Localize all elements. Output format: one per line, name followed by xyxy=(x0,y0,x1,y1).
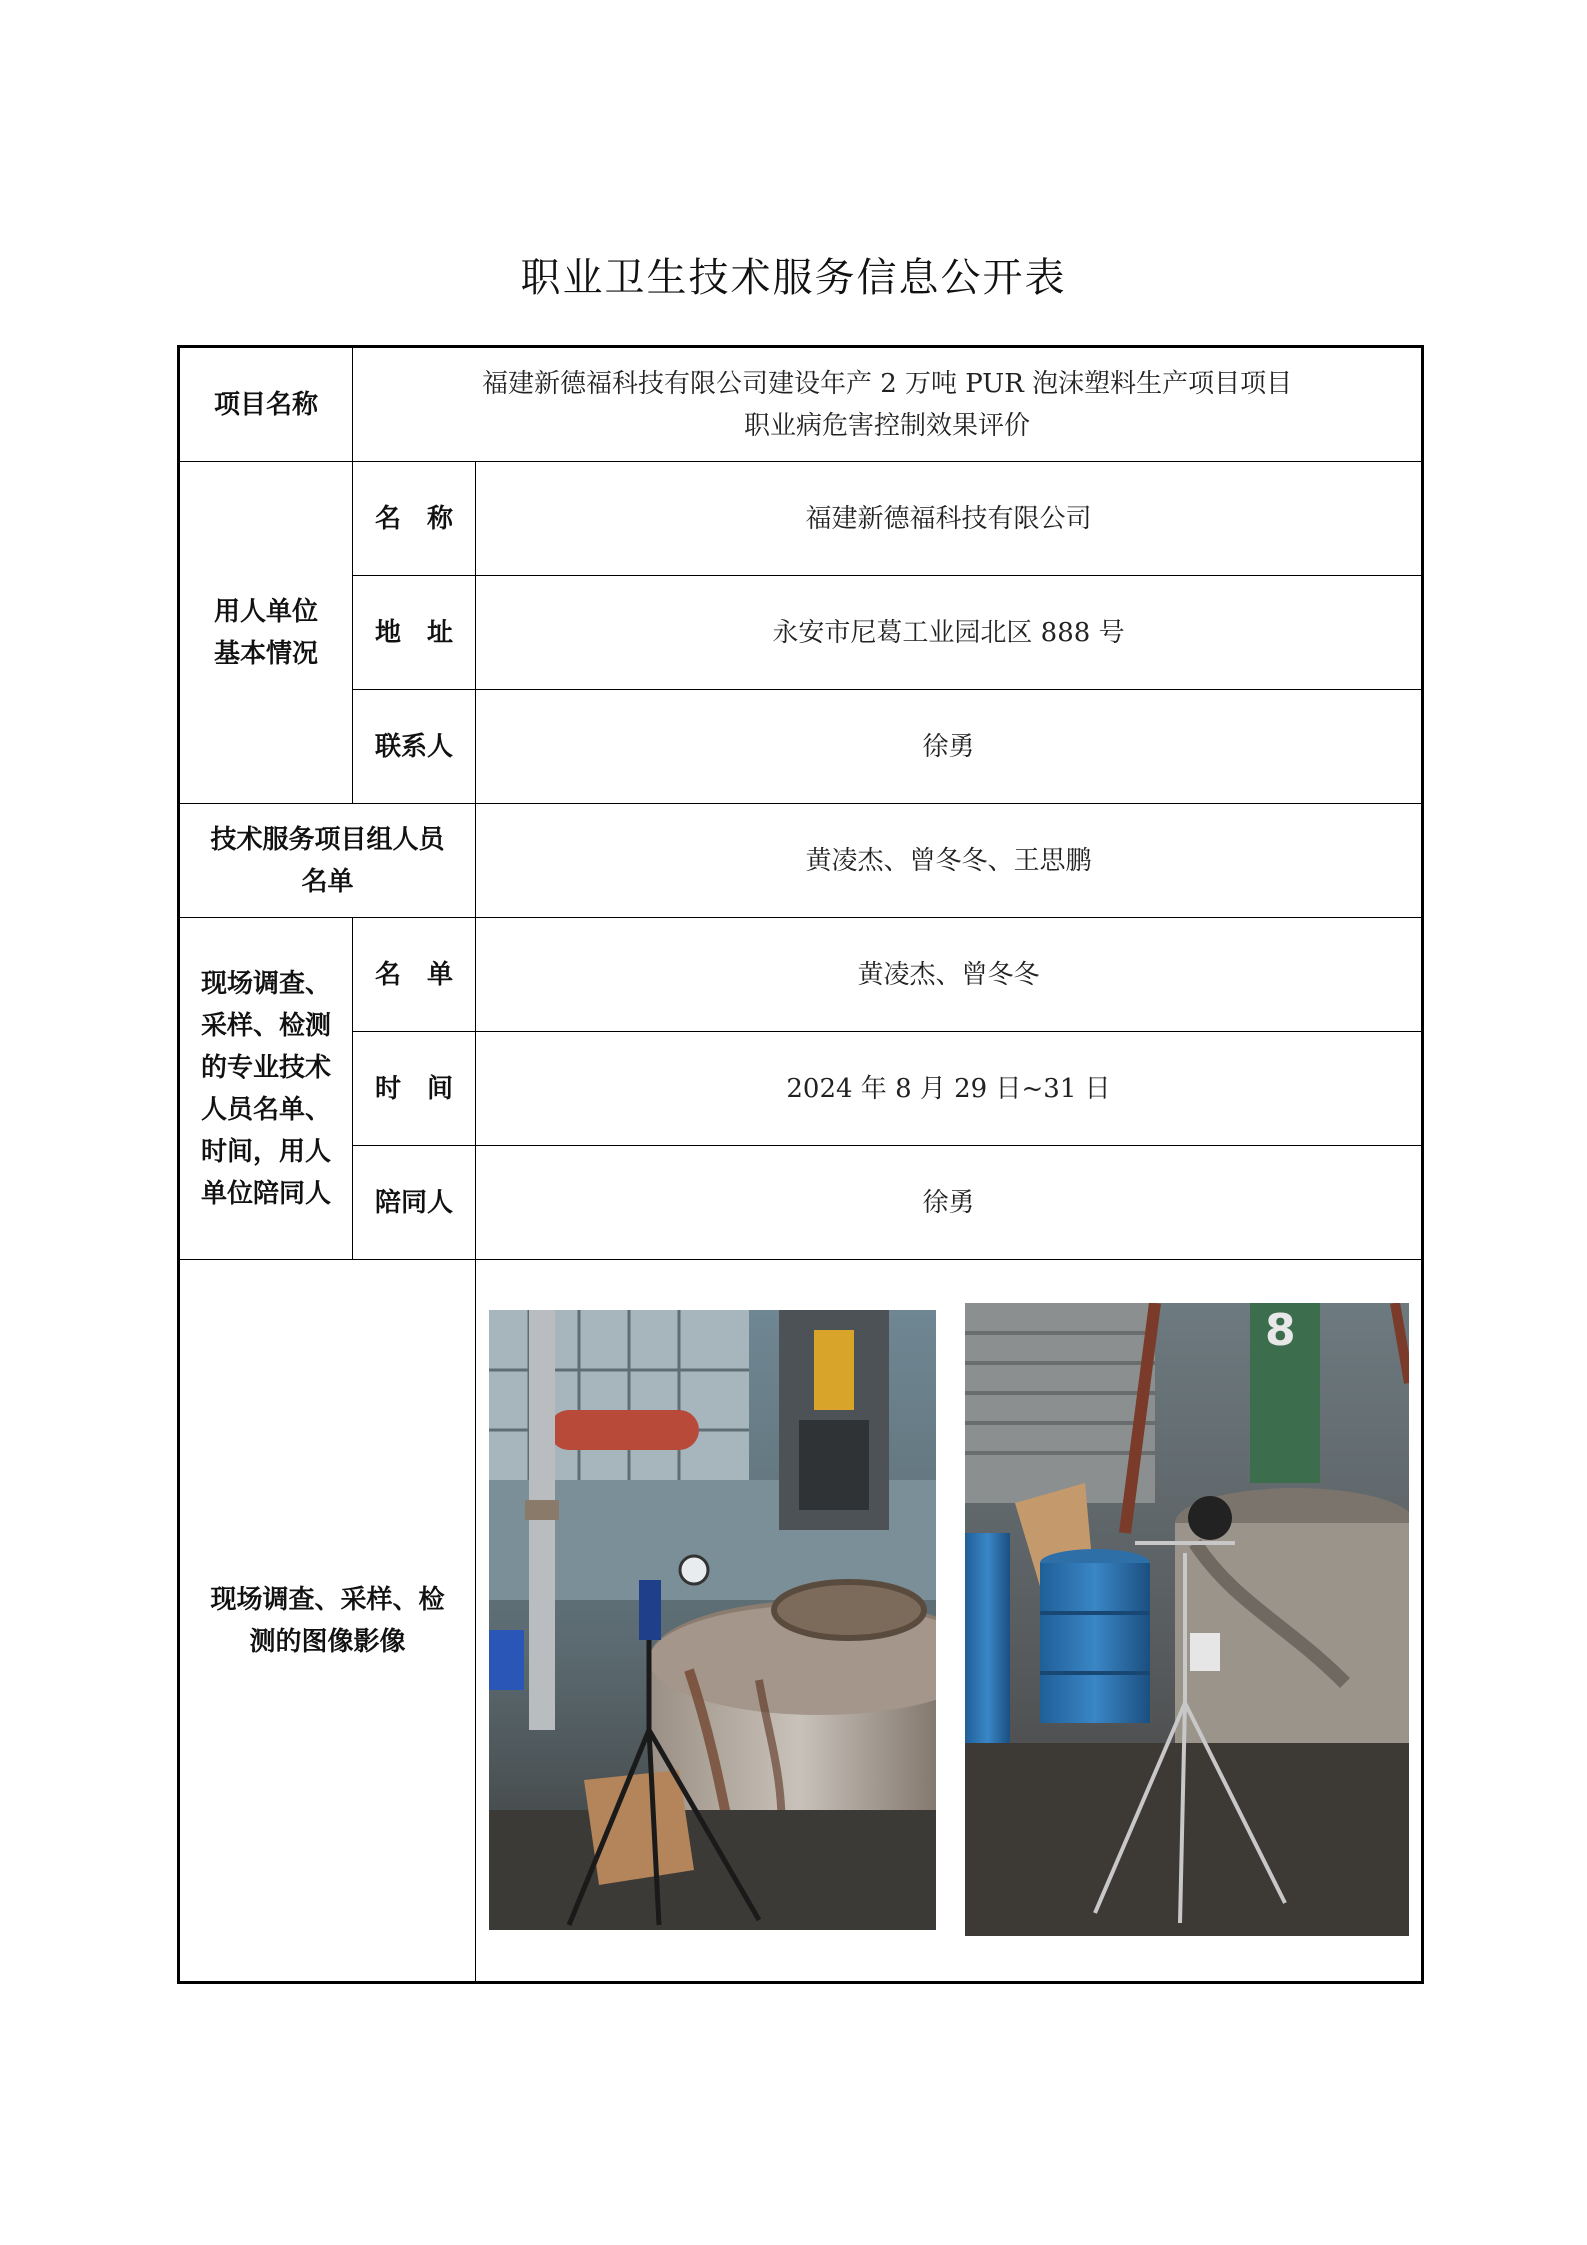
table-row xyxy=(179,1032,1423,1146)
info-table xyxy=(177,345,1424,1984)
site-photo-2-image xyxy=(965,1303,1409,1936)
survey-label-line: 人员名单、 xyxy=(200,1094,331,1125)
time-value: 2024 年 8 月 29 日~31 日 xyxy=(476,1032,1423,1146)
contact-label: 联系人 xyxy=(353,690,476,804)
team-value: 黄凌杰、曾冬冬、王思鹏 xyxy=(476,804,1423,918)
table-row xyxy=(179,576,1423,690)
contact-value: 徐勇 xyxy=(476,690,1423,804)
project-label: 项目名称 xyxy=(179,347,353,462)
survey-label xyxy=(179,918,353,1260)
name-value: 福建新德福科技有限公司 xyxy=(476,462,1423,576)
team-label-line2: 名单 xyxy=(301,866,354,897)
list-label: 名 单 xyxy=(353,918,476,1032)
project-value xyxy=(353,347,1423,462)
svg-text:8: 8 xyxy=(1265,1305,1296,1356)
images-label-line1: 现场调查、采样、检 xyxy=(210,1584,445,1615)
table-row xyxy=(179,462,1423,576)
page-title: 职业卫生技术服务信息公开表 xyxy=(520,255,1067,301)
employer-label-line1: 用人单位 xyxy=(213,596,318,627)
site-photo-1 xyxy=(489,1310,936,1930)
photos-cell xyxy=(476,1260,1423,1983)
name-label: 名 称 xyxy=(353,462,476,576)
team-label xyxy=(179,804,476,918)
project-value-line2: 职业病危害控制效果评价 xyxy=(744,410,1031,441)
table-row xyxy=(179,918,1423,1032)
survey-label-line: 时间，用人 xyxy=(200,1136,331,1167)
project-value-line1: 福建新德福科技有限公司建设年产 2 万吨 PUR 泡沫塑料生产项目项目 xyxy=(481,368,1293,399)
team-label-line1: 技术服务项目组人员 xyxy=(210,824,445,855)
time-label: 时 间 xyxy=(353,1032,476,1146)
table-row xyxy=(179,804,1423,918)
survey-label-line: 单位陪同人 xyxy=(200,1178,331,1209)
images-label-line2: 测的图像影像 xyxy=(249,1626,406,1657)
survey-label-line: 现场调查、 xyxy=(200,968,331,999)
employer-label xyxy=(179,462,353,804)
employer-label-line2: 基本情况 xyxy=(213,638,318,669)
table-row xyxy=(179,1260,1423,1983)
site-photo-1-image xyxy=(489,1310,936,1930)
images-label xyxy=(179,1260,476,1983)
table-row xyxy=(179,1146,1423,1260)
survey-label-line: 采样、检测 xyxy=(200,1010,331,1041)
escort-label: 陪同人 xyxy=(353,1146,476,1260)
address-label: 地 址 xyxy=(353,576,476,690)
address-value: 永安市尼葛工业园北区 888 号 xyxy=(476,576,1423,690)
list-value: 黄凌杰、曾冬冬 xyxy=(476,918,1423,1032)
site-photo-2 xyxy=(965,1303,1409,1936)
table-row xyxy=(179,690,1423,804)
escort-value: 徐勇 xyxy=(476,1146,1423,1260)
table-row xyxy=(179,347,1423,462)
survey-label-line: 的专业技术 xyxy=(200,1052,331,1083)
